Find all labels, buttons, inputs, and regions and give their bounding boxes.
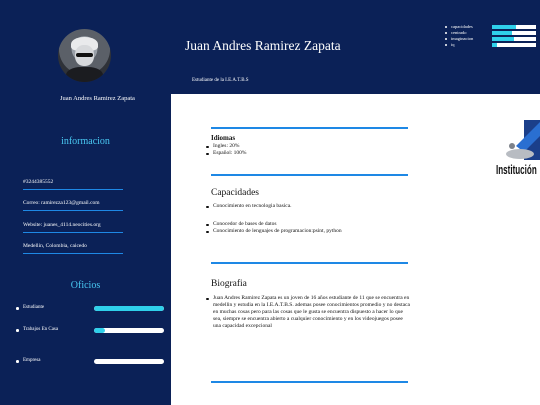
capacidades-list [205, 203, 410, 210]
header-skill-bar [492, 37, 536, 41]
capacidades-list [205, 221, 410, 235]
list-item: Conocedor de bases de datos [205, 221, 410, 228]
list-item: Ingles: 20% [205, 143, 410, 150]
biografia-text [205, 295, 410, 330]
website-link[interactable]: Website: juanes_4114.neocities.org [23, 222, 123, 233]
institution-logo-text: Institución [496, 162, 537, 177]
capacidades-title: Capacidades [211, 188, 260, 198]
oficio-label: Trabajos En Casa [23, 327, 59, 332]
oficio-row [16, 325, 156, 337]
oficio-bar [94, 306, 164, 311]
biografia-paragraph: Juan Andres Ramirez Zapata es un joven de 16 años estudiante de 11 que se encuentra en medellin y estudia en la I.E.A.T.B.S. ademas posee conocimientos promedio y no destaca en muchas cosas pero para las cosas que le gusta se encuentra dispuesto a hacer lo que sea, siempre se encuentra abierto a cualquier conocimiento y en los videojuegos posee una capacidad excepcional [205, 295, 410, 330]
sidebar [0, 0, 171, 405]
list-item: Conocimiento en tecnologia basica. [205, 203, 410, 210]
oficio-row [16, 303, 156, 315]
sidebar-name: Juan Andres Ramirez Zapata [60, 95, 135, 102]
phone-text: #3244385552 [23, 179, 123, 190]
divider [211, 381, 408, 383]
oficio-row [16, 356, 156, 368]
header-skill-label: iq [451, 42, 455, 47]
divider [211, 174, 408, 176]
header-skill-label: centrado [451, 30, 467, 35]
header-skill-label: capacidades [451, 24, 473, 29]
oficio-label: Empresa [23, 358, 41, 363]
idiomas-list [205, 143, 410, 157]
header-skill [445, 42, 535, 48]
oficio-label: Estudiante [23, 305, 45, 310]
list-item: Español: 100% [205, 150, 410, 157]
oficio-bar [94, 328, 164, 333]
info-title: informacion [61, 136, 110, 147]
page-subtitle: Estudiante de la I.E.A.T.B.S [192, 78, 249, 83]
header-skill-bar [492, 25, 536, 29]
page-title: Juan Andres Ramirez Zapata [185, 38, 341, 53]
header-skill-bar [492, 43, 536, 47]
header-skills [445, 24, 535, 48]
divider [211, 127, 408, 129]
list-item: Conocimiento de lenguajes de programacion:psint, python [205, 228, 410, 235]
email-text: Correo: ramirezza123@gmail.com [23, 200, 123, 211]
location-text: Medellin, Colombia, caicedo [23, 243, 123, 254]
header-skill-bar [492, 31, 536, 35]
header-skill-label: imaginacion [451, 36, 474, 41]
oficio-bar [94, 359, 164, 364]
biografia-title: Biografia [211, 279, 247, 289]
oficios-title: Oficios [70, 280, 101, 291]
avatar [58, 29, 111, 82]
divider [211, 262, 408, 264]
idiomas-title: Idiomas [211, 134, 236, 142]
